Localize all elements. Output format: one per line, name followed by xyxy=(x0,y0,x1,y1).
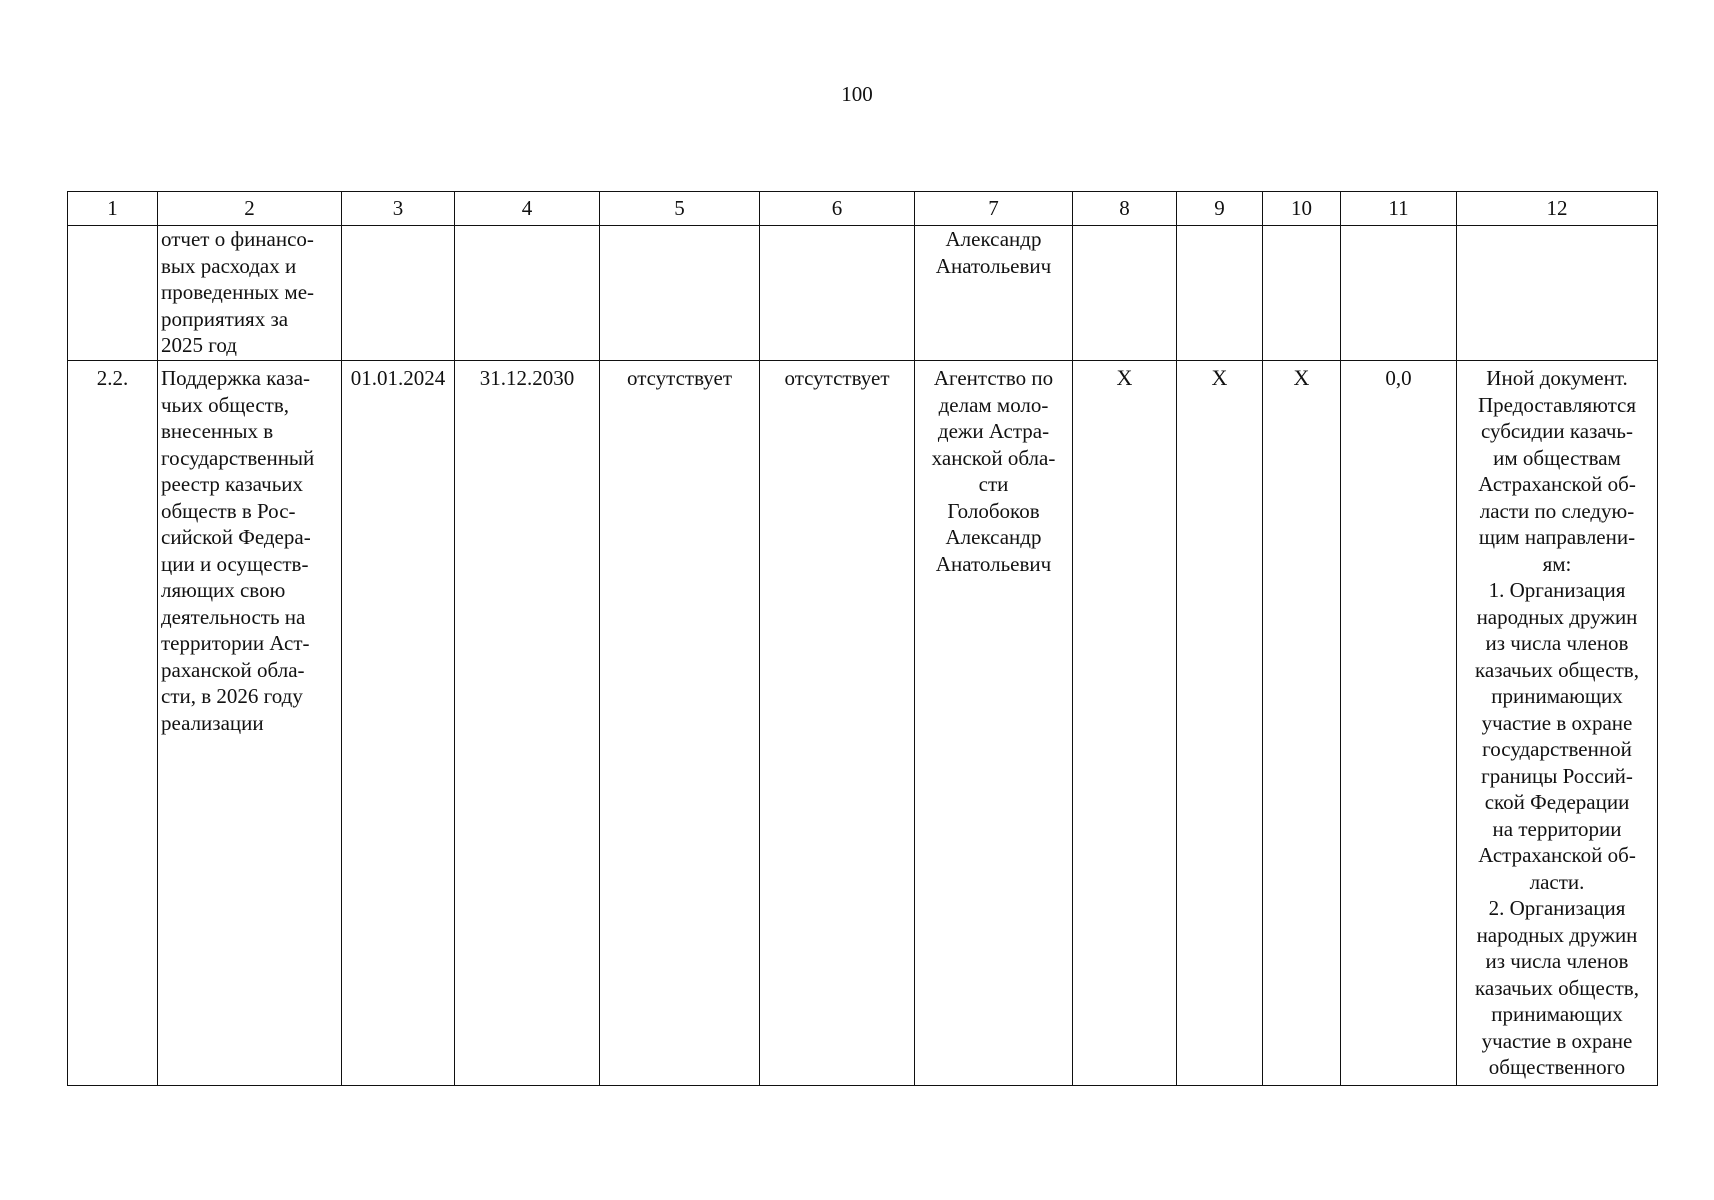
page-number: 100 xyxy=(841,82,873,106)
col-header-8: 8 xyxy=(1073,192,1177,226)
col-header-10: 10 xyxy=(1263,192,1341,226)
col-header-3: 3 xyxy=(342,192,455,226)
cell-empty xyxy=(600,226,760,361)
col-header-1: 1 xyxy=(68,192,158,226)
cell-empty xyxy=(1263,226,1341,361)
continuation-report-text: отчет о финансо- вых расходах и проведенных ме- роприятиях за 2025 год xyxy=(158,226,342,361)
col5-value: отсутствует xyxy=(600,361,760,1086)
cell-empty xyxy=(1457,226,1658,361)
measures-table xyxy=(67,191,1658,1086)
col-header-7: 7 xyxy=(915,192,1073,226)
col8-mark: X xyxy=(1073,361,1177,1086)
col6-value: отсутствует xyxy=(760,361,915,1086)
responsible-executor: Агентство по делам моло- дежи Астра- ханской обла- сти Голобоков Александр Анатольевич xyxy=(915,361,1073,1086)
start-date: 01.01.2024 xyxy=(342,361,455,1086)
cell-empty xyxy=(760,226,915,361)
col-header-6: 6 xyxy=(760,192,915,226)
col-header-2: 2 xyxy=(158,192,342,226)
col-header-12: 12 xyxy=(1457,192,1658,226)
cell-empty xyxy=(1177,226,1263,361)
header-row xyxy=(68,192,1658,226)
row-number: 2.2. xyxy=(68,361,158,1086)
cell-empty xyxy=(1341,226,1457,361)
table-row-2-2 xyxy=(68,361,1658,1086)
cell-empty xyxy=(68,226,158,361)
cell-empty xyxy=(342,226,455,361)
col10-mark: X xyxy=(1263,361,1341,1086)
cell-empty xyxy=(1073,226,1177,361)
continuation-row xyxy=(68,226,1658,361)
measure-name: Поддержка каза- чьих обществ, внесенных в государственный реестр казачьих обществ в Рос- сийской Федера- ции и осуществ- ляющих свою деятельность на территории Аст- раханской обла- сти, в 2026 году реализации xyxy=(158,361,342,1086)
cell-empty xyxy=(455,226,600,361)
continuation-responsible-text: Александр Анатольевич xyxy=(915,226,1073,361)
col-header-4: 4 xyxy=(455,192,600,226)
end-date: 31.12.2030 xyxy=(455,361,600,1086)
col-header-11: 11 xyxy=(1341,192,1457,226)
col-header-5: 5 xyxy=(600,192,760,226)
col11-value: 0,0 xyxy=(1341,361,1457,1086)
col9-mark: X xyxy=(1177,361,1263,1086)
col-header-9: 9 xyxy=(1177,192,1263,226)
document-description: Иной документ. Предоставляются субсидии казачь- им обществам Астраханской об- ласти по следую- щим направлени- ям: 1. Организация народных дружин из числа членов казачьих обществ, принимающих участие в охране государственной границы Россий- ской Федерации на территории Астраханской об- ласти. 2. Организация народных дружин из числа членов казачьих обществ, принимающих участие в охране общественного xyxy=(1457,361,1658,1086)
